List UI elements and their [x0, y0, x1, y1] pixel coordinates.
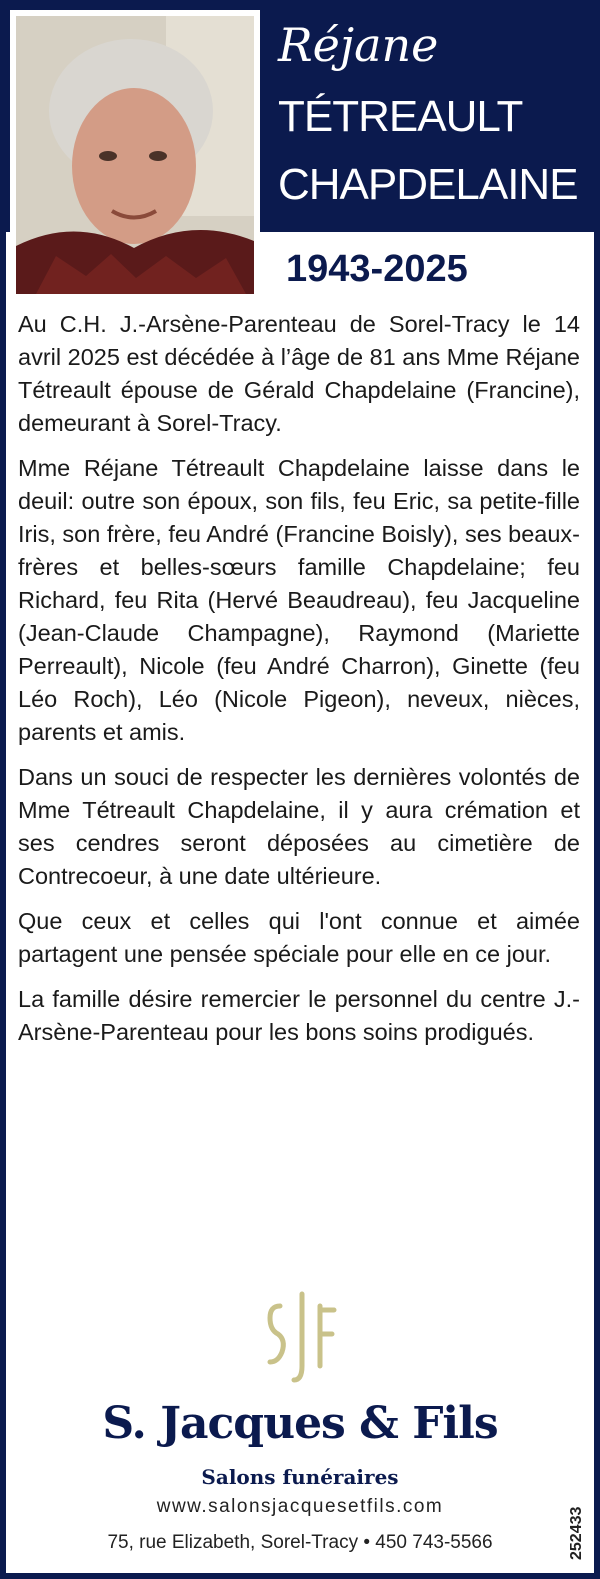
paragraph-thanks: La famille désire remercier le personnel du centre J.-Arsène-Parenteau pour les bons soins prodigués.	[18, 986, 580, 1045]
obituary-text	[18, 308, 580, 1061]
paragraph-thoughts: Que ceux et celles qui l'ont connue et aimée partagent une pensée spéciale pour elle en ce jour.	[18, 908, 580, 967]
sjf-logo-icon	[262, 1288, 342, 1388]
portrait-photo	[16, 16, 254, 294]
deceased-first-name: Réjane	[278, 18, 439, 72]
funeral-home-name: S. Jacques & Fils	[102, 1398, 498, 1449]
portrait-frame	[10, 10, 260, 300]
deceased-last-name-1: TÉTREAULT	[278, 92, 523, 141]
portrait-illustration	[16, 16, 254, 294]
reference-number: 252433	[568, 1506, 585, 1560]
deceased-last-name-2: CHAPDELAINE	[278, 160, 578, 209]
paragraph-family: Mme Réjane Tétreault Chapdelaine laisse dans le deuil: outre son époux, son fils, feu Eric, sa petite-fille Iris, son frère, feu André (Francine Boisly), ses beaux-frères et belles-sœurs famille Chapdelaine; feu Richard, feu Rita (Hervé Beaudreau), feu Jacqueline (Jean-Claude Champagne), Raymond (Mariette Perreault), Nicole (feu André Charron), Ginette (feu Léo Roch), Léo (Nicole Pigeon), neveux, nièces, parents et amis.	[18, 455, 580, 745]
paragraph-cremation: Dans un souci de respecter les dernières volontés de Mme Tétreault Chapdelaine, il y aura crémation et ses cendres seront déposées au cimetière de Contrecoeur, à une date ultérieure.	[18, 764, 580, 889]
funeral-home-website[interactable]: www.salonsjacquesetfils.com	[156, 1496, 444, 1517]
life-years: 1943-2025	[286, 248, 468, 290]
funeral-home-address: 75, rue Elizabeth, Sorel-Tracy • 450 743-5566	[107, 1532, 493, 1553]
paragraph-death-notice: Au C.H. J.-Arsène-Parenteau de Sorel-Tracy le 14 avril 2025 est décédée à l’âge de 81 ans Mme Réjane Tétreault épouse de Gérald Chapdelaine (Francine), demeurant à Sorel-Tracy.	[18, 311, 580, 436]
funeral-home-subtitle: Salons funéraires	[201, 1465, 399, 1489]
